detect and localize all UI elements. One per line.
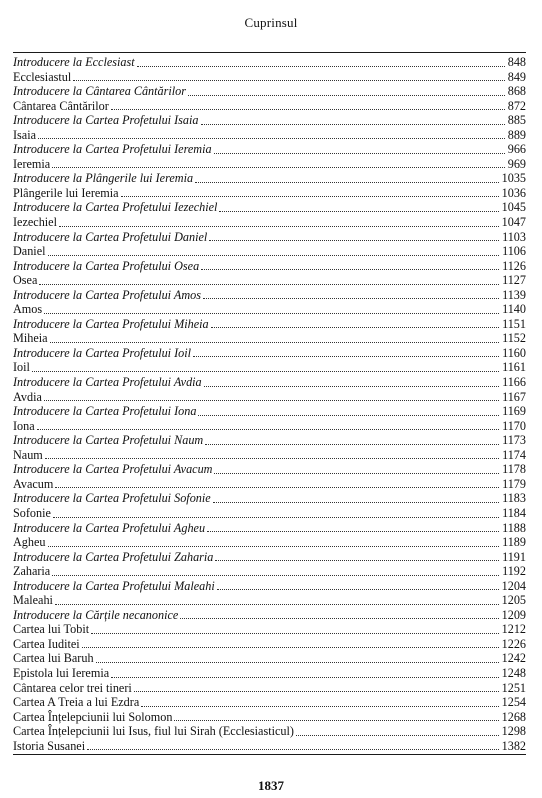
dot-leader [48,255,500,256]
toc-entry-title: Cartea Înțelepciunii lui Solomon [13,709,173,724]
toc-entry-introduction [13,579,526,594]
toc-entry-page-number: 1151 [502,316,526,331]
toc-entry-page-number: 1035 [501,171,526,186]
dot-leader [217,589,499,590]
toc-entry-page-number: 1184 [502,505,526,520]
toc-entry-introduction [13,142,526,157]
toc-entry-title: Introducere la Cartea Profetului Ioil [13,345,192,360]
dot-leader [207,531,499,532]
toc-entry-page-number: 1174 [502,447,526,462]
dot-leader [121,196,499,197]
toc-entry-title: Iona [13,418,35,433]
toc-entry-title: Introducere la Cântarea Cântărilor [13,84,186,99]
toc-entry-page-number: 1103 [502,229,526,244]
toc-entry-title: Isaia [13,127,37,142]
dot-leader [137,66,505,67]
dot-leader [134,691,499,692]
toc-entry-page-number: 868 [507,84,526,99]
dot-leader [52,575,499,576]
dot-leader [219,211,498,212]
toc-entry-introduction [13,346,526,361]
dot-leader [59,226,499,227]
toc-entry-page-number: 1268 [501,709,526,724]
toc-entry-introduction [13,259,526,274]
toc-entry-title: Miheia [13,331,48,346]
toc-entry-page-number: 1047 [501,215,526,230]
toc-entry-page-number: 1178 [502,462,526,477]
toc-entry-title: Introducere la Cartea Profetului Maleahi [13,578,215,593]
toc-entry-title: Avacum [13,476,54,491]
toc-entry-page-number: 1126 [502,258,526,273]
dot-leader [198,415,499,416]
dot-leader [213,502,499,503]
page-header-title: Cuprinsul [244,15,298,30]
toc-entry-page-number: 1212 [501,622,526,637]
toc-entry-introduction [13,608,526,623]
toc-entry [13,273,526,288]
toc-entry-title: Introducere la Cartea Profetului Iezechiel [13,200,218,215]
toc-entry-page-number: 1045 [501,200,526,215]
toc-entry [13,215,526,230]
toc-entry-page-number: 1127 [502,273,526,288]
dot-leader [141,706,498,707]
toc-entry-title: Cartea Iuditei [13,636,80,651]
toc-entry-title: Introducere la Ecclesiast [13,55,135,69]
toc-entry-title: Plângerile lui Ieremia [13,185,119,200]
toc-entry-title: Introducere la Cartea Profetului Isaia [13,113,199,128]
toc-entry-introduction [13,491,526,506]
toc-entry-title: Introducere la Plângerile lui Ieremia [13,171,194,186]
toc-entry-title: Introducere la Cartea Profetului Avdia [13,375,202,390]
toc-entry-title: Sofonie [13,505,51,520]
toc-entry [13,477,526,492]
dot-leader [214,153,505,154]
dot-leader [111,677,499,678]
toc-entry [13,724,526,739]
dot-leader [73,80,505,81]
toc-entry-introduction [13,55,526,70]
dot-leader [111,109,505,110]
toc-entry-title: Epistola lui Ieremia [13,665,110,680]
toc-entry-page-number: 1161 [502,360,526,375]
dot-leader [48,546,500,547]
toc-entry-page-number: 1106 [502,244,526,259]
toc-entry [13,302,526,317]
dot-leader [53,517,499,518]
toc-entry-title: Naum [13,447,43,462]
toc-entry-title: Cartea Înțelepciunii lui Isus, fiul lui Sirah (Ecclesiasticul) [13,724,294,739]
toc-entry-introduction [13,113,526,128]
toc-entry [13,681,526,696]
toc-entry [13,390,526,405]
toc-entry-page-number: 1209 [501,607,526,622]
toc-entry-page-number: 1298 [501,724,526,739]
toc-entry-title: Cartea A Treia a lui Ezdra [13,695,140,710]
dot-leader [209,240,499,241]
toc-entry-page-number: 1160 [502,345,526,360]
toc-entry [13,331,526,346]
dot-leader [91,633,499,634]
dot-leader [82,647,499,648]
toc-entry [13,157,526,172]
dot-leader [211,327,499,328]
toc-entry-title: Introducere la Cartea Profetului Osea [13,258,200,273]
toc-entry-title: Cartea lui Baruh [13,651,94,666]
toc-entry [13,637,526,652]
dot-leader [203,298,499,299]
toc-entry-introduction [13,433,526,448]
toc-entry-page-number: 1191 [502,549,526,564]
toc-entry [13,535,526,550]
dot-leader [87,749,499,750]
toc-entry-title: Istoria Susanei [13,738,86,753]
toc-entry [13,186,526,201]
toc-entry-page-number: 1183 [502,491,526,506]
dot-leader [201,269,499,270]
toc-entry [13,99,526,114]
toc-entry [13,651,526,666]
toc-entry-introduction [13,288,526,303]
dot-leader [180,618,498,619]
toc-entry [13,593,526,608]
toc-entry-page-number: 1204 [501,578,526,593]
toc-entry-title: Introducere la Cartea Profetului Miheia [13,316,209,331]
page-number: 1837 [258,778,284,793]
toc-entry-page-number: 1152 [502,331,526,346]
toc-entry-title: Introducere la Cărțile necanonice [13,607,179,622]
toc-entry-introduction [13,404,526,419]
toc-entry [13,244,526,259]
toc-entry-title: Ieremia [13,156,51,171]
toc-entry-page-number: 1251 [501,680,526,695]
dot-leader [55,604,499,605]
dot-leader [55,487,499,488]
toc-entry-title: Avdia [13,389,42,404]
dot-leader [193,356,499,357]
toc-entry [13,564,526,579]
toc-entry-title: Introducere la Cartea Profetului Naum [13,433,204,448]
toc-entry-title: Introducere la Cartea Profetului Sofonie [13,491,211,506]
toc-entry-page-number: 885 [507,113,526,128]
toc-entry-page-number: 1170 [502,418,526,433]
toc-entry [13,739,526,754]
toc-entry-page-number: 1166 [502,375,526,390]
toc-entry-page-number: 872 [507,98,526,113]
toc-entry-title: Zaharia [13,564,51,579]
dot-leader [38,138,505,139]
toc-entry-introduction [13,84,526,99]
dot-leader [50,342,500,343]
toc-entry [13,448,526,463]
toc-entry [13,622,526,637]
toc-entry-page-number: 1140 [502,302,526,317]
dot-leader [37,429,499,430]
toc-entry-title: Daniel [13,244,46,259]
toc-entry-page-number: 889 [507,127,526,142]
dot-leader [205,444,499,445]
dot-leader [215,560,499,561]
dot-leader [52,167,505,168]
toc-entry-title: Introducere la Cartea Profetului Amos [13,287,201,302]
toc-entry-title: Introducere la Cartea Profetului Daniel [13,229,208,244]
dot-leader [296,735,499,736]
dot-leader [32,371,499,372]
toc-entry-title: Amos [13,302,43,317]
toc-entry [13,128,526,143]
toc-entry-page-number: 1242 [501,651,526,666]
toc-entry-title: Cântarea celor trei tineri [13,680,132,695]
toc-entry-introduction [13,462,526,477]
toc-entry-page-number: 966 [507,142,526,157]
toc-entry-introduction [13,317,526,332]
toc-entry-page-number: 1192 [502,564,526,579]
toc-entry-title: Cântarea Cântărilor [13,98,109,113]
toc-entry-page-number: 969 [507,156,526,171]
toc-entry-introduction [13,171,526,186]
toc-entry-title: Introducere la Cartea Profetului Ieremia [13,142,212,157]
toc-entry-page-number: 1188 [502,520,526,535]
toc-entry-page-number: 849 [507,69,526,84]
dot-leader [195,182,499,183]
dot-leader [201,124,505,125]
toc-entry-page-number: 848 [507,55,526,69]
toc-entry-page-number: 1167 [502,389,526,404]
dot-leader [39,284,499,285]
toc-entry-title: Ioil [13,360,30,375]
dot-leader [44,313,499,314]
toc-entry-page-number: 1179 [502,476,526,491]
toc-entry-title: Ecclesiastul [13,69,72,84]
dot-leader [44,400,499,401]
toc-entry-title: Introducere la Cartea Profetului Avacum [13,462,213,477]
toc-entry-title: Introducere la Cartea Profetului Agheu [13,520,206,535]
toc-entry-page-number: 1173 [502,433,526,448]
toc-entry-title: Osea [13,273,38,288]
dot-leader [174,720,498,721]
dot-leader [204,386,499,387]
toc-entry-page-number: 1205 [501,593,526,608]
toc-entry-page-number: 1382 [501,738,526,753]
toc-entry-page-number: 1248 [501,665,526,680]
toc-entry-introduction [13,200,526,215]
toc-entry [13,506,526,521]
toc-entry-introduction [13,550,526,565]
dot-leader [96,662,499,663]
toc-entry-page-number: 1226 [501,636,526,651]
table-of-contents [13,52,526,755]
toc-entry-title: Maleahi [13,593,53,608]
toc-entry-title: Agheu [13,535,46,550]
toc-entry-page-number: 1254 [501,695,526,710]
dot-leader [188,95,505,96]
toc-entry-page-number: 1169 [502,404,526,419]
toc-entry-title: Introducere la Cartea Profetului Zaharia [13,549,214,564]
toc-entry-page-number: 1036 [501,185,526,200]
toc-entry-introduction [13,375,526,390]
toc-entry-page-number: 1139 [502,287,526,302]
toc-entry-introduction [13,521,526,536]
toc-entry [13,419,526,434]
dot-leader [45,458,499,459]
toc-entry [13,710,526,725]
toc-entry-title: Iezechiel [13,215,57,230]
toc-entry [13,666,526,681]
toc-entry-title: Cartea lui Tobit [13,622,90,637]
toc-entry [13,70,526,85]
toc-entry-page-number: 1189 [502,535,526,550]
toc-entry [13,695,526,710]
toc-entry-title: Introducere la Cartea Profetului Iona [13,404,197,419]
toc-entry [13,360,526,375]
dot-leader [214,473,499,474]
toc-entry-introduction [13,230,526,245]
